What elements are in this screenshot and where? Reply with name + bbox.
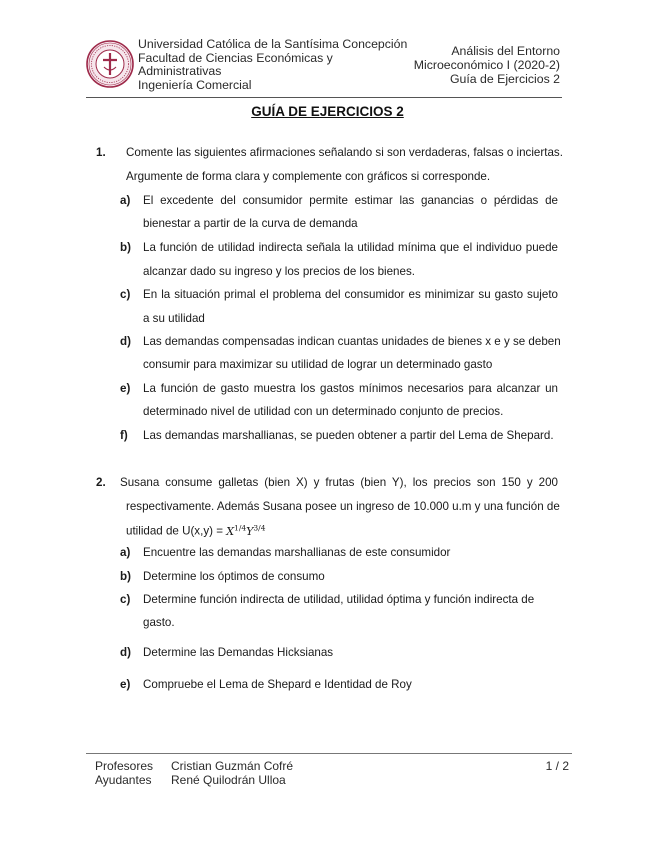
exercise-1-intro-line2: Argumente de forma clara y complemente con gráficos si corresponde. <box>126 170 491 183</box>
exercise-2-intro-line1: Susana consume galletas (bien X) y frutas (bien Y), los precios son 150 y 200 <box>120 476 558 489</box>
item-2c-line2: gasto. <box>143 616 175 629</box>
item-2d-line1: Determine las Demandas Hicksianas <box>143 646 334 659</box>
item-2e-line1: Compruebe el Lema de Shepard e Identidad de Roy <box>143 678 412 691</box>
footer-divider <box>86 753 572 754</box>
item-2d-letter: d) <box>120 646 131 659</box>
item-1f-letter: f) <box>120 429 128 442</box>
formula-base-x: X <box>226 524 235 538</box>
item-1a-letter: a) <box>120 194 131 207</box>
item-2b-line1: Determine los óptimos de consumo <box>143 570 325 583</box>
exercise-1-intro-line1: Comente las siguientes afirmaciones señalando si son verdaderas, falsas o inciertas. <box>126 146 563 159</box>
item-1b-letter: b) <box>120 241 131 254</box>
item-2c-letter: c) <box>120 593 131 606</box>
utility-formula <box>226 525 265 538</box>
item-1e-line2: determinado nivel de utilidad con un determinado conjunto de precios. <box>143 405 504 418</box>
item-1d-line2: consumir para maximizar su utilidad de lograr un determinado gasto <box>143 358 493 371</box>
exercise-2-intro-line3 <box>126 523 265 538</box>
formula-base-y: Y <box>246 524 254 538</box>
item-1d-line1: Las demandas compensadas indican cuantas unidades de bienes x e y se deben <box>143 335 561 348</box>
formula-exp-y: 3/4 <box>253 523 266 532</box>
item-2a-line1: Encuentre las demandas marshallianas de este consumidor <box>143 546 451 559</box>
institution-block <box>138 38 408 92</box>
item-1e-letter: e) <box>120 382 131 395</box>
formula-exp-x: 1/4 <box>234 523 247 532</box>
item-2b-letter: b) <box>120 570 131 583</box>
item-1c-line1: En la situación primal el problema del consumidor es minimizar su gasto sujeto <box>143 288 558 301</box>
exercise-2-number: 2. <box>96 476 106 489</box>
program-name: Ingeniería Comercial <box>138 77 252 92</box>
course-term: Microeconómico I (2020-2) <box>413 58 560 72</box>
footer-label-professors: Profesores <box>95 759 154 773</box>
item-1b-line1: La función de utilidad indirecta señala la utilidad mínima que el individuo puede <box>143 241 558 254</box>
header-divider <box>86 97 562 98</box>
course-name: Análisis del Entorno <box>451 44 560 58</box>
footer-professor-name: Cristian Guzmán Cofré <box>171 759 294 773</box>
item-1f-line1: Las demandas marshallianas, se pueden obtener a partir del Lema de Shepard. <box>143 429 554 442</box>
footer-label-assistants: Ayudantes <box>95 773 152 787</box>
item-2e-letter: e) <box>120 678 131 691</box>
item-2a-letter: a) <box>120 546 131 559</box>
faculty-name-cont: Administrativas <box>138 64 222 79</box>
footer-assistant-name: René Quilodrán Ulloa <box>171 773 286 787</box>
exercise-2-intro-line2: respectivamente. Además Susana posee un ingreso de 10.000 u.m y una función de <box>126 500 560 513</box>
page-number: 1 / 2 <box>545 759 569 773</box>
university-seal-logo <box>86 40 134 88</box>
utility-prefix: utilidad de U(x,y) = <box>126 524 227 538</box>
institution-name: Universidad Católica de la Santísima Concepción <box>138 37 408 51</box>
item-1c-line2: a su utilidad <box>143 312 205 325</box>
item-1b-line2: alcanzar dado su ingreso y los precios de los bienes. <box>143 265 415 278</box>
guide-name: Guía de Ejercicios 2 <box>449 72 560 86</box>
item-1a-line2: bienestar a partir de la curva de demanda <box>143 217 358 230</box>
item-1e-line1: La función de gasto muestra los gastos mínimos necesarios para alcanzar un <box>143 382 558 395</box>
item-1c-letter: c) <box>120 288 131 301</box>
item-1a-line1: El excedente del consumidor permite estimar las ganancias o pérdidas de <box>143 194 558 207</box>
course-block <box>414 44 560 86</box>
item-2c-line1: Determine función indirecta de utilidad, utilidad óptima y función indirecta de <box>143 593 535 606</box>
page-title: GUÍA DE EJERCICIOS 2 <box>251 104 404 119</box>
exercise-1-number: 1. <box>96 146 106 159</box>
item-1d-letter: d) <box>120 335 131 348</box>
faculty-name: Facultad de Ciencias Económicas y <box>138 50 333 65</box>
